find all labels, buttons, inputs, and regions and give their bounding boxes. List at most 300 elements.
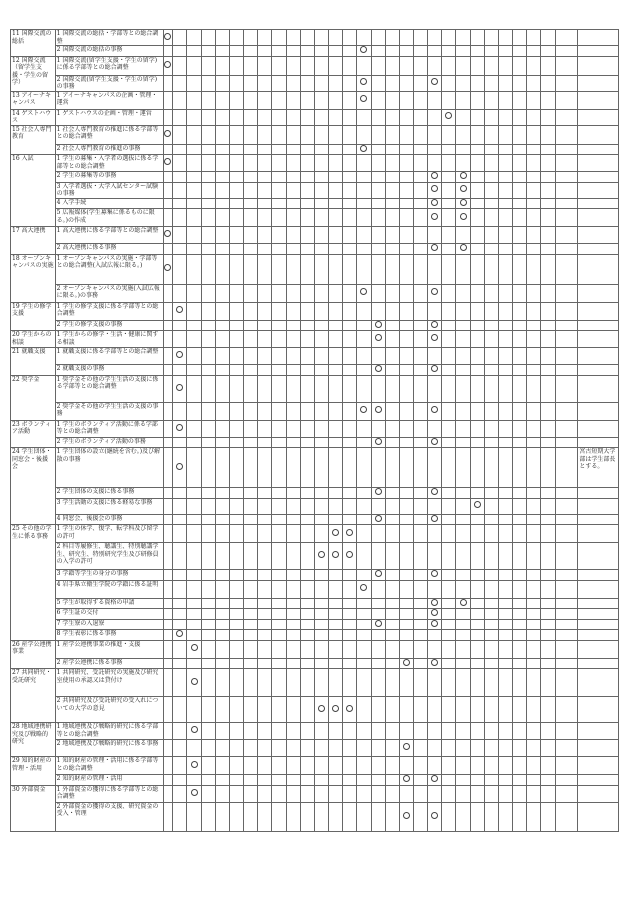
mark-cell xyxy=(215,775,229,786)
mark-cell xyxy=(258,420,272,437)
mark-cell xyxy=(541,198,555,209)
mark-cell xyxy=(357,757,371,775)
circle-mark-icon xyxy=(431,599,438,606)
mark-cell xyxy=(385,420,399,437)
mark-cell xyxy=(215,284,229,302)
mark-cell xyxy=(456,46,470,57)
mark-cell xyxy=(300,348,314,365)
circle-mark-icon xyxy=(176,351,183,358)
mark-cell xyxy=(201,669,215,697)
mark-cell xyxy=(456,244,470,255)
mark-cell xyxy=(163,488,173,499)
mark-cell xyxy=(385,802,399,831)
mark-cell xyxy=(201,420,215,437)
blank-cell xyxy=(555,75,578,91)
mark-cell xyxy=(470,570,484,581)
mark-cell xyxy=(428,630,442,641)
mark-cell xyxy=(442,598,456,609)
mark-cell xyxy=(484,785,498,802)
blank-cell xyxy=(555,402,578,420)
mark-cell xyxy=(300,669,314,697)
item-cell: 2 外部資金の獲得の支援、研究資金の受入・管理 xyxy=(55,802,163,831)
mark-cell xyxy=(300,109,314,125)
mark-cell xyxy=(314,331,328,348)
circle-mark-icon xyxy=(431,488,438,495)
mark-cell xyxy=(413,775,427,786)
mark-cell xyxy=(201,109,215,125)
mark-cell xyxy=(201,320,215,331)
mark-cell xyxy=(399,630,413,641)
blank-cell xyxy=(555,172,578,183)
mark-cell xyxy=(413,244,427,255)
mark-cell xyxy=(484,91,498,109)
mark-cell xyxy=(329,669,343,697)
mark-cell xyxy=(413,697,427,723)
mark-cell xyxy=(470,46,484,57)
mark-cell xyxy=(527,182,541,198)
item-cell: 4 入学手続 xyxy=(55,198,163,209)
mark-cell xyxy=(343,227,357,244)
mark-cell xyxy=(163,640,173,658)
mark-cell xyxy=(371,91,385,109)
mark-cell xyxy=(215,525,229,543)
mark-cell xyxy=(329,375,343,402)
mark-cell xyxy=(229,570,243,581)
mark-cell xyxy=(314,619,328,630)
mark-cell xyxy=(513,75,527,91)
mark-cell xyxy=(163,209,173,227)
mark-cell xyxy=(484,144,498,155)
mark-cell xyxy=(357,284,371,302)
mark-cell xyxy=(343,144,357,155)
circle-mark-icon xyxy=(474,501,481,508)
item-cell: 2 共同研究及び受託研究の受入れについての大学の意見 xyxy=(55,697,163,723)
mark-cell xyxy=(357,109,371,125)
circle-mark-icon xyxy=(431,288,438,295)
table-row xyxy=(11,598,619,609)
mark-cell xyxy=(385,182,399,198)
mark-cell xyxy=(329,91,343,109)
mark-cell xyxy=(300,448,314,488)
mark-cell xyxy=(286,155,300,172)
mark-cell xyxy=(371,498,385,514)
mark-cell xyxy=(442,630,456,641)
mark-cell xyxy=(314,155,328,172)
mark-cell xyxy=(456,619,470,630)
mark-cell xyxy=(484,30,498,46)
mark-cell xyxy=(258,331,272,348)
mark-cell xyxy=(513,365,527,376)
mark-cell xyxy=(286,723,300,740)
mark-cell xyxy=(456,437,470,448)
mark-cell xyxy=(229,802,243,831)
circle-mark-icon xyxy=(346,705,353,712)
mark-cell xyxy=(357,365,371,376)
mark-cell xyxy=(201,75,215,91)
mark-cell xyxy=(399,740,413,757)
mark-cell xyxy=(484,740,498,757)
mark-cell xyxy=(498,437,512,448)
mark-cell xyxy=(399,437,413,448)
table-row xyxy=(11,198,619,209)
table-row xyxy=(11,209,619,227)
table-row xyxy=(11,609,619,620)
mark-cell xyxy=(428,543,442,570)
mark-cell xyxy=(229,723,243,740)
blank-cell xyxy=(555,254,578,284)
mark-cell xyxy=(385,244,399,255)
note-cell xyxy=(578,609,619,620)
mark-cell xyxy=(456,375,470,402)
mark-cell xyxy=(470,198,484,209)
mark-cell xyxy=(187,669,201,697)
note-cell xyxy=(578,30,619,46)
mark-cell xyxy=(201,640,215,658)
mark-cell xyxy=(456,56,470,75)
mark-cell xyxy=(357,543,371,570)
mark-cell xyxy=(258,437,272,448)
mark-cell xyxy=(272,244,286,255)
mark-cell xyxy=(244,448,258,488)
mark-cell xyxy=(371,598,385,609)
circle-mark-icon xyxy=(360,584,367,591)
table-row xyxy=(11,302,619,320)
mark-cell xyxy=(513,125,527,144)
mark-cell xyxy=(244,56,258,75)
mark-cell xyxy=(399,284,413,302)
mark-cell xyxy=(272,56,286,75)
mark-cell xyxy=(456,125,470,144)
mark-cell xyxy=(357,669,371,697)
item-cell: 1 知的財産の管理・活用に係る学部等との総合調整 xyxy=(55,757,163,775)
mark-cell xyxy=(244,365,258,376)
mark-cell xyxy=(258,570,272,581)
mark-cell xyxy=(187,198,201,209)
mark-cell xyxy=(498,420,512,437)
mark-cell xyxy=(428,227,442,244)
mark-cell xyxy=(470,488,484,499)
mark-cell xyxy=(498,46,512,57)
mark-cell xyxy=(272,46,286,57)
mark-cell xyxy=(163,227,173,244)
mark-cell xyxy=(201,348,215,365)
mark-cell xyxy=(399,785,413,802)
mark-cell xyxy=(371,757,385,775)
mark-cell xyxy=(173,75,187,91)
mark-cell xyxy=(456,723,470,740)
mark-cell xyxy=(343,802,357,831)
circle-mark-icon xyxy=(375,438,382,445)
table-row xyxy=(11,46,619,57)
mark-cell xyxy=(215,320,229,331)
mark-cell xyxy=(329,437,343,448)
mark-cell xyxy=(357,402,371,420)
note-cell xyxy=(578,723,619,740)
mark-cell xyxy=(173,802,187,831)
mark-cell xyxy=(329,144,343,155)
mark-cell xyxy=(314,598,328,609)
mark-cell xyxy=(399,619,413,630)
mark-cell xyxy=(456,182,470,198)
mark-cell xyxy=(229,448,243,488)
mark-cell xyxy=(343,198,357,209)
mark-cell xyxy=(272,182,286,198)
mark-cell xyxy=(399,514,413,525)
mark-cell xyxy=(258,365,272,376)
mark-cell xyxy=(399,172,413,183)
circle-mark-icon xyxy=(431,775,438,782)
mark-cell xyxy=(385,580,399,598)
mark-cell xyxy=(314,543,328,570)
mark-cell xyxy=(498,640,512,658)
mark-cell xyxy=(413,375,427,402)
mark-cell xyxy=(413,30,427,46)
mark-cell xyxy=(300,609,314,620)
mark-cell xyxy=(498,348,512,365)
item-cell: 6 学生証の交付 xyxy=(55,609,163,620)
mark-cell xyxy=(258,609,272,620)
mark-cell xyxy=(541,402,555,420)
mark-cell xyxy=(272,570,286,581)
mark-cell xyxy=(371,365,385,376)
mark-cell xyxy=(314,448,328,488)
mark-cell xyxy=(329,543,343,570)
circle-mark-icon xyxy=(360,145,367,152)
mark-cell xyxy=(442,198,456,209)
blank-cell xyxy=(555,669,578,697)
mark-cell xyxy=(442,244,456,255)
mark-cell xyxy=(201,182,215,198)
mark-cell xyxy=(229,144,243,155)
table-row xyxy=(11,498,619,514)
mark-cell xyxy=(173,91,187,109)
mark-cell xyxy=(215,144,229,155)
mark-cell xyxy=(527,244,541,255)
mark-cell xyxy=(484,209,498,227)
item-cell: 2 社会人専門教育の推進の事務 xyxy=(55,144,163,155)
mark-cell xyxy=(329,785,343,802)
mark-cell xyxy=(329,227,343,244)
mark-cell xyxy=(343,209,357,227)
mark-cell xyxy=(201,658,215,669)
mark-cell xyxy=(343,375,357,402)
mark-cell xyxy=(484,75,498,91)
mark-cell xyxy=(244,155,258,172)
mark-cell xyxy=(229,375,243,402)
category-cell: 28 地域連携研究及び戦略的研究 xyxy=(11,723,56,757)
mark-cell xyxy=(413,630,427,641)
mark-cell xyxy=(470,658,484,669)
mark-cell xyxy=(244,775,258,786)
mark-cell xyxy=(527,125,541,144)
circle-mark-icon xyxy=(431,334,438,341)
circle-mark-icon xyxy=(346,551,353,558)
mark-cell xyxy=(513,56,527,75)
mark-cell xyxy=(272,227,286,244)
mark-cell xyxy=(442,802,456,831)
mark-cell xyxy=(163,144,173,155)
mark-cell xyxy=(215,109,229,125)
mark-cell xyxy=(357,91,371,109)
note-cell xyxy=(578,757,619,775)
mark-cell xyxy=(343,437,357,448)
mark-cell xyxy=(343,658,357,669)
table-row xyxy=(11,254,619,284)
table-row xyxy=(11,525,619,543)
mark-cell xyxy=(470,155,484,172)
mark-cell xyxy=(329,514,343,525)
mark-cell xyxy=(399,30,413,46)
mark-cell xyxy=(229,75,243,91)
mark-cell xyxy=(484,365,498,376)
mark-cell xyxy=(527,785,541,802)
mark-cell xyxy=(513,802,527,831)
mark-cell xyxy=(456,630,470,641)
mark-cell xyxy=(470,56,484,75)
mark-cell xyxy=(498,775,512,786)
circle-mark-icon xyxy=(360,95,367,102)
mark-cell xyxy=(484,402,498,420)
blank-cell xyxy=(555,619,578,630)
circle-mark-icon xyxy=(431,406,438,413)
mark-cell xyxy=(300,598,314,609)
mark-cell xyxy=(541,630,555,641)
mark-cell xyxy=(513,580,527,598)
mark-cell xyxy=(329,155,343,172)
mark-cell xyxy=(300,365,314,376)
mark-cell xyxy=(442,172,456,183)
note-cell xyxy=(578,775,619,786)
mark-cell xyxy=(229,757,243,775)
note-cell xyxy=(578,570,619,581)
mark-cell xyxy=(371,570,385,581)
mark-cell xyxy=(258,785,272,802)
item-cell: 1 オープンキャンパスの実施・学部等との総合調整(入試広報に限る。) xyxy=(55,254,163,284)
mark-cell xyxy=(470,254,484,284)
mark-cell xyxy=(300,757,314,775)
mark-cell xyxy=(484,619,498,630)
mark-cell xyxy=(163,580,173,598)
mark-cell xyxy=(314,402,328,420)
mark-cell xyxy=(413,448,427,488)
mark-cell xyxy=(329,757,343,775)
mark-cell xyxy=(442,570,456,581)
mark-cell xyxy=(163,56,173,75)
mark-cell xyxy=(286,91,300,109)
category-cell: 12 国際交流（留学生支援・学生の留学） xyxy=(11,56,56,91)
circle-mark-icon xyxy=(164,61,171,68)
mark-cell xyxy=(272,331,286,348)
mark-cell xyxy=(272,598,286,609)
mark-cell xyxy=(484,640,498,658)
circle-mark-icon xyxy=(431,199,438,206)
mark-cell xyxy=(244,75,258,91)
mark-cell xyxy=(385,198,399,209)
mark-cell xyxy=(498,448,512,488)
mark-cell xyxy=(371,543,385,570)
mark-cell xyxy=(187,348,201,365)
circle-mark-icon xyxy=(332,551,339,558)
mark-cell xyxy=(229,420,243,437)
note-cell xyxy=(578,125,619,144)
mark-cell xyxy=(286,619,300,630)
mark-cell xyxy=(329,658,343,669)
item-cell: 1 学生の修学支援に係る学部等との総合調整 xyxy=(55,302,163,320)
mark-cell xyxy=(173,155,187,172)
mark-cell xyxy=(541,525,555,543)
circle-mark-icon xyxy=(176,384,183,391)
mark-cell xyxy=(498,570,512,581)
mark-cell xyxy=(229,437,243,448)
circle-mark-icon xyxy=(403,743,410,750)
mark-cell xyxy=(357,254,371,284)
table-row xyxy=(11,514,619,525)
mark-cell xyxy=(498,598,512,609)
mark-cell xyxy=(163,669,173,697)
mark-cell xyxy=(541,75,555,91)
mark-cell xyxy=(385,331,399,348)
mark-cell xyxy=(442,182,456,198)
mark-cell xyxy=(357,619,371,630)
mark-cell xyxy=(314,609,328,620)
mark-cell xyxy=(513,437,527,448)
mark-cell xyxy=(442,155,456,172)
mark-cell xyxy=(484,56,498,75)
table-row xyxy=(11,658,619,669)
mark-cell xyxy=(413,740,427,757)
mark-cell xyxy=(163,91,173,109)
mark-cell xyxy=(357,420,371,437)
mark-cell xyxy=(201,91,215,109)
mark-cell xyxy=(173,172,187,183)
mark-cell xyxy=(498,580,512,598)
mark-cell xyxy=(187,30,201,46)
mark-cell xyxy=(187,244,201,255)
note-cell xyxy=(578,498,619,514)
table-row xyxy=(11,331,619,348)
mark-cell xyxy=(456,365,470,376)
mark-cell xyxy=(173,488,187,499)
mark-cell xyxy=(428,488,442,499)
mark-cell xyxy=(215,182,229,198)
mark-cell xyxy=(513,598,527,609)
mark-cell xyxy=(187,723,201,740)
table-row xyxy=(11,570,619,581)
mark-cell xyxy=(498,723,512,740)
mark-cell xyxy=(244,640,258,658)
mark-cell xyxy=(272,785,286,802)
mark-cell xyxy=(314,658,328,669)
blank-cell xyxy=(555,56,578,75)
mark-cell xyxy=(187,775,201,786)
mark-cell xyxy=(484,525,498,543)
mark-cell xyxy=(541,284,555,302)
mark-cell xyxy=(413,198,427,209)
mark-cell xyxy=(513,543,527,570)
mark-cell xyxy=(229,580,243,598)
mark-cell xyxy=(442,525,456,543)
mark-cell xyxy=(357,155,371,172)
mark-cell xyxy=(470,775,484,786)
mark-cell xyxy=(173,570,187,581)
mark-cell xyxy=(343,284,357,302)
mark-cell xyxy=(314,570,328,581)
mark-cell xyxy=(399,348,413,365)
blank-cell xyxy=(555,785,578,802)
circle-mark-icon xyxy=(318,705,325,712)
mark-cell xyxy=(201,757,215,775)
mark-cell xyxy=(428,723,442,740)
